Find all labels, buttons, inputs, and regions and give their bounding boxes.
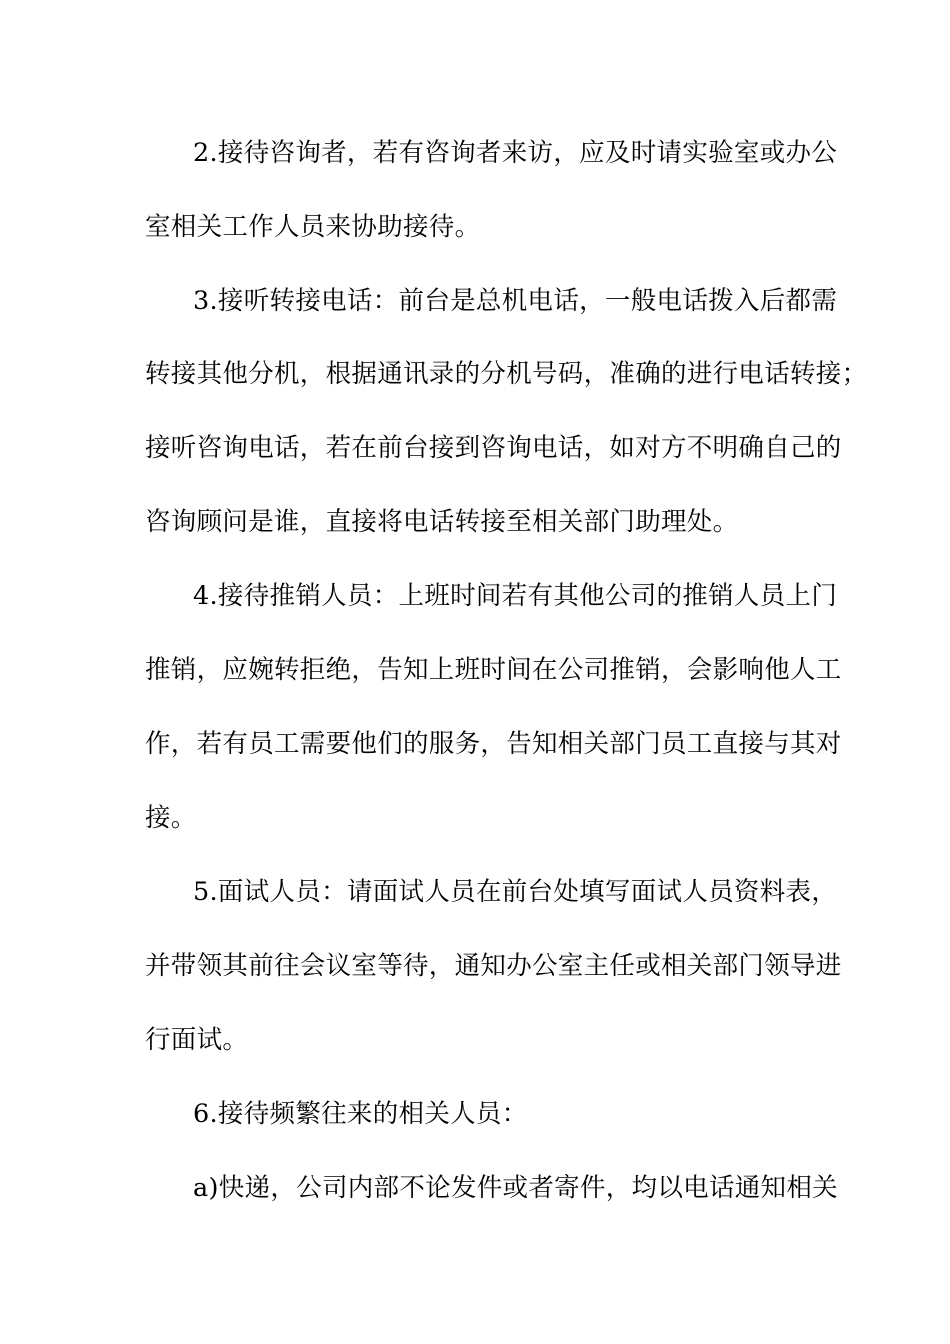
paragraph-5-line-2: 并带领其前往会议室等待，通知办公室主任或相关部门领导进 — [145, 951, 842, 981]
paragraph-4-line-2: 推销，应婉转拒绝，告知上班时间在公司推销，会影响他人工 — [145, 655, 842, 685]
paragraph-3-line-3: 接听咨询电话，若在前台接到咨询电话，如对方不明确自己的 — [145, 433, 842, 463]
paragraph-5-line-3: 行面试。 — [145, 1025, 249, 1055]
paragraph-5-line-1: 5.面试人员：请面试人员在前台处填写面试人员资料表， — [193, 877, 838, 907]
paragraph-2-line-1: 2.接待咨询者，若有咨询者来访，应及时请实验室或办公 — [193, 138, 838, 168]
paragraph-6a-line-1: a)快递，公司内部不论发件或者寄件，均以电话通知相关 — [193, 1173, 838, 1203]
paragraph-2-line-2: 室相关工作人员来协助接待。 — [145, 212, 481, 242]
paragraph-4-line-4: 接。 — [145, 803, 197, 833]
paragraph-6-heading: 6.接待频繁往来的相关人员： — [193, 1099, 528, 1129]
paragraph-3-line-1: 3.接听转接电话：前台是总机电话，一般电话拨入后都需 — [193, 286, 838, 316]
paragraph-3-line-2: 转接其他分机，根据通讯录的分机号码，准确的进行电话转接； — [145, 359, 868, 389]
paragraph-3-line-4: 咨询顾问是谁，直接将电话转接至相关部门助理处。 — [145, 507, 739, 537]
paragraph-4-line-1: 4.接待推销人员：上班时间若有其他公司的推销人员上门 — [193, 581, 838, 611]
paragraph-4-line-3: 作，若有员工需要他们的服务，告知相关部门员工直接与其对 — [145, 729, 842, 759]
